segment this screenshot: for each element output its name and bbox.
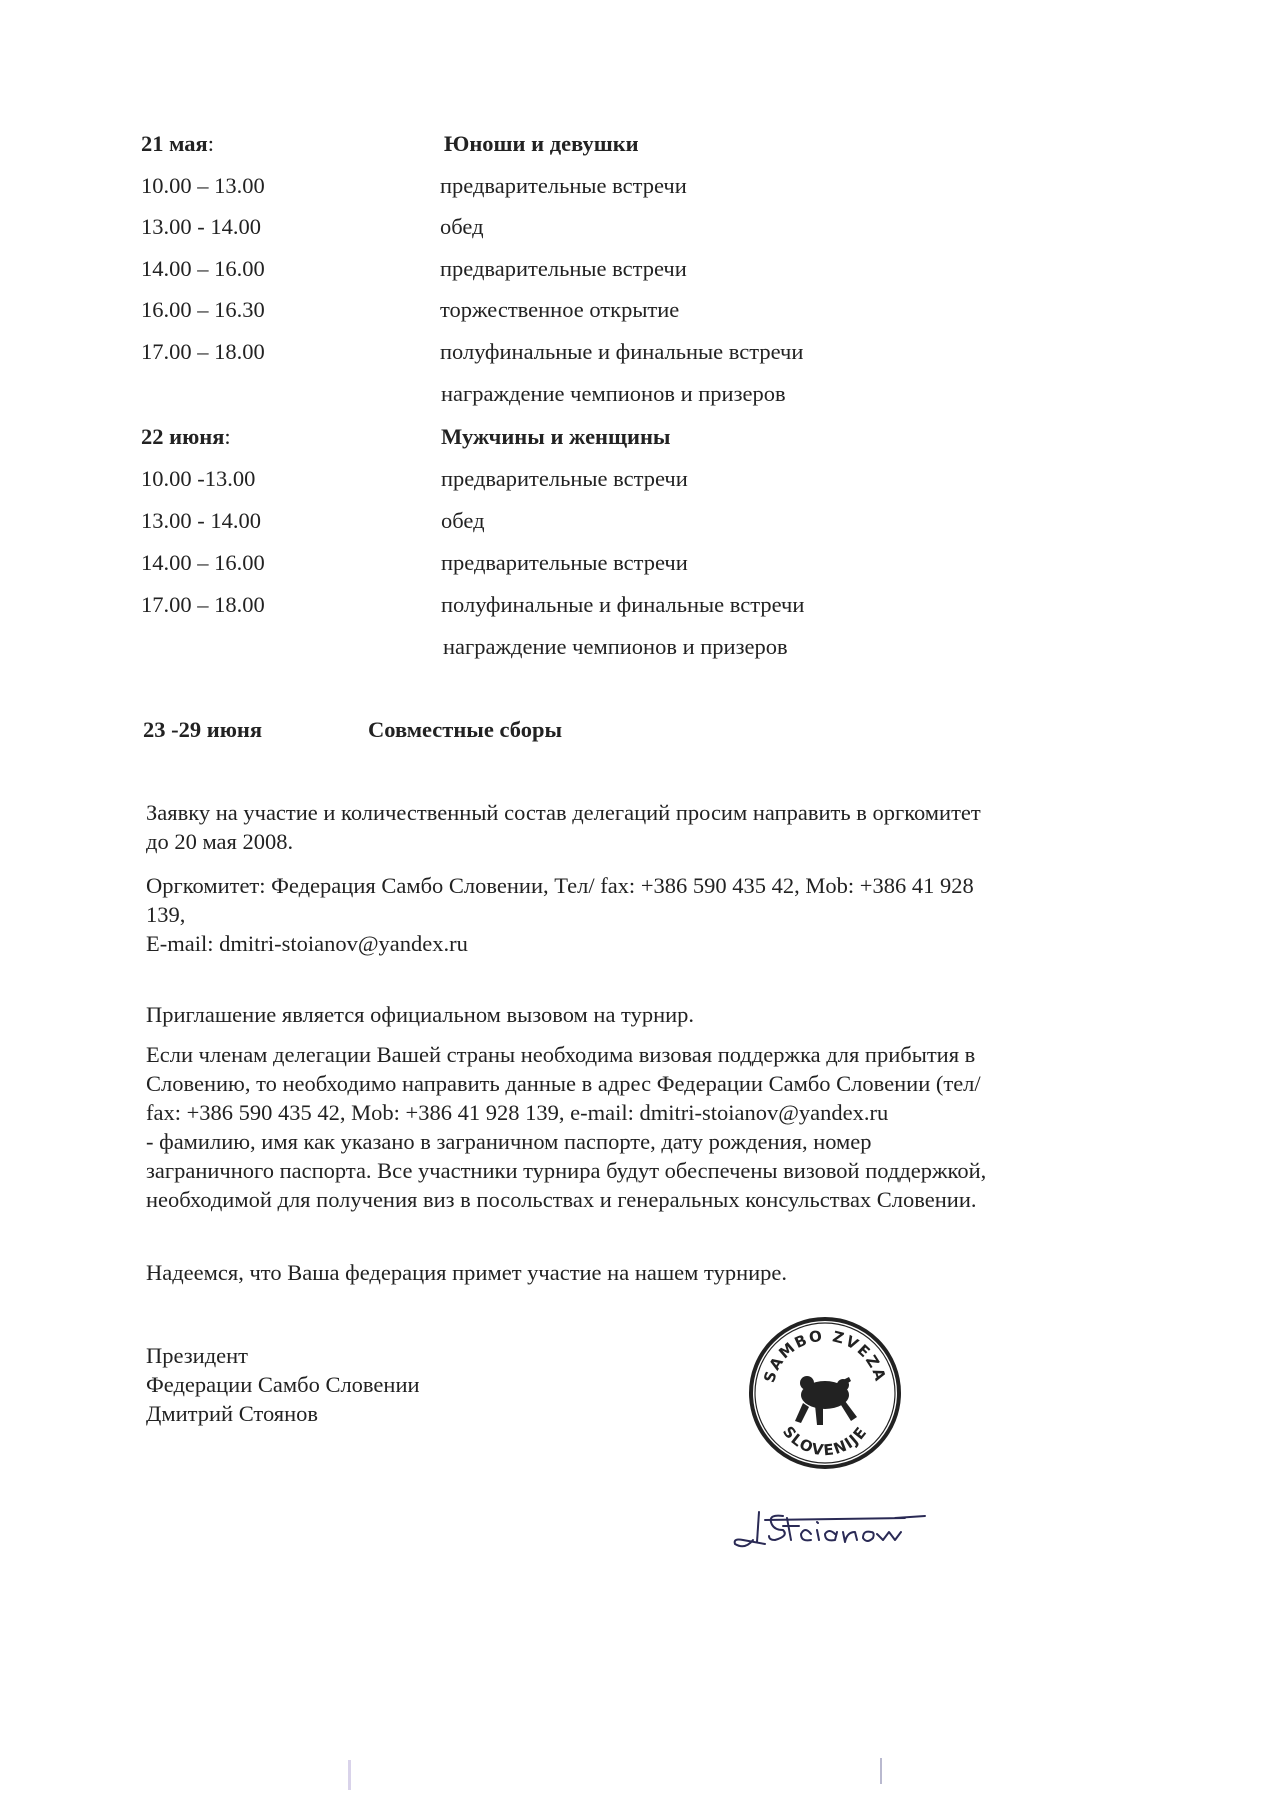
paragraph-line: fax: +386 590 435 42, Mob: +386 41 928 139, e-mail: dmitri-stoianov@yandex.ru	[146, 1100, 889, 1125]
paragraph-line: до 20 мая 2008.	[146, 829, 294, 854]
schedule-time: 16.00 – 16.30	[141, 297, 265, 322]
paragraph-line: Словению, то необходимо направить данные в адрес Федерации Самбо Словении (тел/	[146, 1071, 981, 1096]
application-paragraph	[146, 798, 1106, 856]
signatory-organization: Федерации Самбо Словении	[146, 1372, 420, 1397]
schedule-time: 17.00 – 18.00	[141, 592, 265, 617]
schedule-time: 17.00 – 18.00	[141, 339, 265, 364]
paragraph-line: Заявку на участие и количественный состав делегаций просим направить в оргкомитет	[146, 800, 981, 825]
schedule-event: предварительные встречи	[441, 466, 688, 491]
schedule-event: предварительные встречи	[441, 550, 688, 575]
invitation-paragraph: Приглашение является официальном вызовом на турнир.	[146, 1002, 695, 1027]
schedule-event: предварительные встречи	[440, 256, 687, 281]
paragraph-line: Если членам делегации Вашей страны необходима визовая поддержка для прибытия в	[146, 1042, 976, 1067]
day2-group-title: Мужчины и женщины	[441, 424, 671, 449]
contacts-paragraph	[146, 871, 1106, 958]
schedule-time: 10.00 -13.00	[141, 466, 256, 491]
paragraph-line: 139,	[146, 902, 186, 927]
schedule-time: 14.00 – 16.00	[141, 550, 265, 575]
day1-date: 21 мая:	[141, 131, 214, 156]
closing-paragraph: Надеемся, что Ваша федерация примет участие на нашем турнире.	[146, 1260, 788, 1285]
scan-artifact	[880, 1758, 882, 1784]
signature-block	[146, 1341, 1106, 1428]
contact-email: E-mail: dmitri-stoianov@yandex.ru	[146, 931, 468, 956]
schedule-time: 10.00 – 13.00	[141, 173, 265, 198]
schedule-event: награждение чемпионов и призеров	[443, 634, 788, 659]
schedule-time: 14.00 – 16.00	[141, 256, 265, 281]
schedule-event: обед	[440, 214, 484, 239]
day2-date: 22 июня:	[141, 424, 231, 449]
schedule-event: торжественное открытие	[440, 297, 680, 322]
schedule-event: полуфинальные и финальные встречи	[440, 339, 804, 364]
paragraph-line: Оргкомитет: Федерация Самбо Словении, Тел/ fax: +386 590 435 42, Mob: +386 41 928	[146, 873, 974, 898]
camp-title: Совместные сборы	[368, 717, 563, 742]
paragraph-line: необходимой для получения виз в посольствах и генеральных консульствах Словении.	[146, 1187, 977, 1212]
day1-group-title: Юноши и девушки	[444, 131, 639, 156]
schedule-event: обед	[441, 508, 485, 533]
paragraph-line: заграничного паспорта. Все участники турнира будут обеспечены визовой поддержкой,	[146, 1158, 987, 1183]
camp-dates: 23 -29 июня	[143, 717, 263, 742]
visa-paragraph	[146, 1040, 1106, 1214]
svg-text:SAMBO ZVEZA: SAMBO ZVEZA	[760, 1326, 890, 1385]
svg-text:SLOVENIJE: SLOVENIJE	[779, 1422, 871, 1460]
paragraph-line: - фамилию, имя как указано в заграничном паспорте, дату рождения, номер	[146, 1129, 872, 1154]
federation-seal-stamp	[745, 1313, 905, 1473]
schedule-time: 13.00 - 14.00	[141, 214, 261, 239]
handwritten-signature	[725, 1500, 935, 1560]
signatory-name: Дмитрий Стоянов	[146, 1401, 319, 1426]
schedule-event: полуфинальные и финальные встречи	[441, 592, 805, 617]
schedule-event: награждение чемпионов и призеров	[441, 381, 786, 406]
scan-artifact	[348, 1760, 351, 1790]
signatory-title: Президент	[146, 1343, 248, 1368]
schedule-time: 13.00 - 14.00	[141, 508, 261, 533]
schedule-event: предварительные встречи	[440, 173, 687, 198]
